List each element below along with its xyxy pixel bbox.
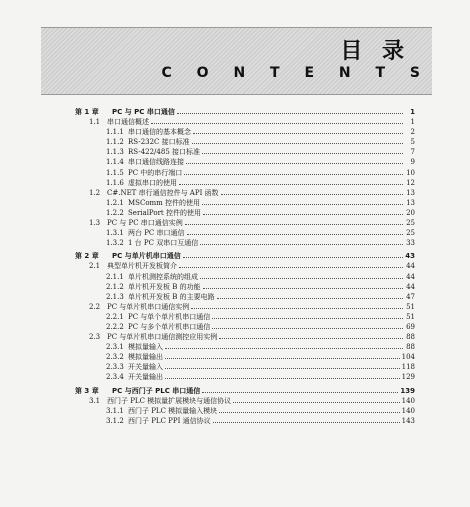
- toc-entry-number: 1.3: [89, 219, 101, 228]
- toc-entry-sub[interactable]: [75, 372, 415, 382]
- toc-entry-page: 44: [406, 262, 415, 271]
- toc-entry-page: 25: [406, 229, 415, 238]
- toc-entry-sub[interactable]: [75, 198, 415, 208]
- toc-entry-number: 2.1.3: [106, 292, 124, 301]
- toc-leader-dots: [200, 272, 403, 279]
- toc-leader-dots: [165, 362, 400, 369]
- toc-entry-section[interactable]: [75, 117, 415, 127]
- toc-leader-dots: [165, 352, 400, 359]
- toc-entry-number: 2.2.1: [106, 312, 124, 321]
- toc-entry-title: 单片机开发板 B 的功能: [128, 282, 201, 291]
- toc-entry-title: 两台 PC 串口通信: [128, 229, 185, 238]
- toc-entry-sub[interactable]: [75, 208, 415, 218]
- toc-entry-title: PC 与西门子 PLC 串口通信: [112, 386, 201, 395]
- toc-entry-number: 1.1.5: [106, 168, 124, 177]
- toc-leader-dots: [202, 198, 403, 205]
- toc-leader-dots: [177, 107, 403, 114]
- toc-entry-sub[interactable]: [75, 282, 415, 292]
- toc-entry-number: 1.1: [89, 118, 101, 127]
- toc-entry-page: 12: [406, 178, 415, 187]
- toc-entry-sub[interactable]: [75, 416, 415, 426]
- toc-entry-number: 3.1.1: [106, 406, 124, 415]
- toc-entry-title: 1 台 PC 双串口互通信: [128, 239, 199, 248]
- toc-leader-dots: [203, 208, 403, 215]
- toc-entry-title: RS-422/485 接口标准: [128, 148, 200, 157]
- toc-entry-number: 1.1.2: [106, 138, 124, 147]
- toc-leader-dots: [212, 312, 403, 319]
- toc-entry-page: 7: [410, 148, 415, 157]
- toc-entry-page: 88: [406, 333, 415, 342]
- toc-entry-title: 开关量输出: [128, 373, 163, 382]
- toc-entry-section[interactable]: [75, 396, 415, 406]
- toc-entry-title: PC 与 PC 串口通信实例: [107, 219, 183, 228]
- toc-entry-title: PC 与单个单片机串口通信: [128, 312, 211, 321]
- toc-entry-title: 西门子 PLC PPI 通信协议: [128, 416, 211, 425]
- toc-entry-page: 25: [406, 219, 415, 228]
- toc-leader-dots: [202, 386, 398, 393]
- toc-entry-number: 1.2.2: [106, 208, 124, 217]
- toc-leader-dots: [221, 188, 403, 195]
- toc-leader-dots: [213, 416, 400, 423]
- toc-entry-title: PC 与单片机串口通信实例: [107, 302, 190, 311]
- toc-entry-number: 1.1.1: [106, 128, 124, 137]
- toc-leader-dots: [191, 302, 403, 309]
- toc-entry-title: 虚拟串口的使用: [128, 178, 177, 187]
- toc-entry-page: 44: [406, 282, 415, 291]
- toc-entry-title: 开关量输入: [128, 363, 163, 372]
- toc-entry-sub[interactable]: [75, 178, 415, 188]
- toc-leader-dots: [219, 332, 403, 339]
- toc-entry-number: 3.1: [89, 396, 101, 405]
- toc-entry-number: 2.1.2: [106, 282, 124, 291]
- toc-entry-title: 单片机测控系统的组成: [128, 272, 198, 281]
- toc-entry-page: 1: [410, 118, 415, 127]
- toc-entry-title: 西门子 PLC 模拟量输入模块: [128, 406, 218, 415]
- toc-entry-number: 2.3.2: [106, 353, 124, 362]
- toc-leader-dots: [200, 238, 403, 245]
- toc-entry-number: 2.3: [89, 333, 101, 342]
- toc-entry-chapter[interactable]: [75, 251, 415, 261]
- toc-leader-dots: [212, 322, 403, 329]
- toc-entry-number: 1.1.6: [106, 178, 124, 187]
- toc-entry-title: RS-232C 接口标准: [128, 138, 190, 147]
- toc-entry-title: 模拟量输入: [128, 343, 163, 352]
- toc-entry-number: 1.1.4: [106, 158, 124, 167]
- toc-leader-dots: [165, 372, 400, 379]
- page-subtitle: C O N T E N T S: [161, 65, 430, 81]
- toc-entry-title: PC 与单片机串口通信: [112, 252, 181, 261]
- toc-entry-page: 47: [406, 292, 415, 301]
- table-of-contents: [75, 107, 415, 426]
- toc-entry-page: 118: [401, 363, 415, 372]
- toc-entry-sub[interactable]: [75, 322, 415, 332]
- toc-entry-page: 129: [401, 373, 415, 382]
- toc-entry-page: 104: [401, 353, 415, 362]
- toc-entry-page: 2: [410, 128, 415, 137]
- toc-entry-page: 140: [401, 396, 415, 405]
- toc-entry-page: 51: [406, 312, 415, 321]
- toc-leader-dots: [219, 406, 399, 413]
- toc-entry-number: 2.2: [89, 302, 101, 311]
- toc-entry-title: 模拟量输出: [128, 353, 163, 362]
- toc-entry-number: 3.1.2: [106, 416, 124, 425]
- toc-leader-dots: [192, 137, 403, 144]
- toc-entry-number: 2.3.1: [106, 343, 124, 352]
- toc-entry-title: 典型单片机开发板简介: [107, 262, 177, 271]
- toc-entry-number: 1.3.2: [106, 239, 124, 248]
- toc-entry-sub[interactable]: [75, 147, 415, 157]
- toc-entry-page: 9: [410, 158, 415, 167]
- toc-entry-title: PC 与 PC 串口通信: [112, 108, 175, 116]
- toc-entry-number: 第 3 章: [75, 386, 99, 395]
- toc-entry-section[interactable]: [75, 188, 415, 198]
- toc-entry-sub[interactable]: [75, 292, 415, 302]
- toc-entry-number: 1.2: [89, 188, 101, 197]
- toc-entry-sub[interactable]: [75, 228, 415, 238]
- toc-entry-page: 44: [406, 272, 415, 281]
- toc-entry-title: 串口通信线路连接: [128, 158, 184, 167]
- toc-entry-title: 串口通信概述: [107, 118, 149, 127]
- toc-leader-dots: [202, 147, 403, 154]
- toc-leader-dots: [193, 127, 403, 134]
- toc-leader-dots: [183, 251, 403, 258]
- toc-entry-title: 串口通信的基本概念: [128, 128, 191, 137]
- toc-entry-title: PC 中的串行端口: [128, 168, 183, 177]
- toc-entry-title: 单片机开发板 B 的主要电路: [128, 292, 215, 301]
- toc-leader-dots: [184, 168, 403, 175]
- toc-entry-number: 第 1 章: [75, 108, 99, 116]
- toc-entry-page: 88: [406, 343, 415, 352]
- toc-entry-number: 2.2.2: [106, 322, 124, 331]
- toc-leader-dots: [233, 396, 399, 403]
- toc-entry-number: 1.3.1: [106, 229, 124, 238]
- toc-leader-dots: [203, 282, 403, 289]
- toc-entry-number: 1.1.3: [106, 148, 124, 157]
- toc-entry-page: 1: [410, 108, 415, 116]
- toc-leader-dots: [165, 342, 403, 349]
- toc-entry-page: 143: [401, 416, 415, 425]
- toc-entry-sub[interactable]: [75, 127, 415, 137]
- toc-entry-page: 20: [406, 208, 415, 217]
- toc-entry-number: 2.1: [89, 262, 101, 271]
- toc-entry-page: 13: [406, 198, 415, 207]
- toc-leader-dots: [179, 261, 403, 268]
- toc-leader-dots: [187, 228, 403, 235]
- toc-entry-title: C#.NET 串行通信控件与 API 函数: [107, 188, 219, 197]
- toc-entry-page: 10: [406, 168, 415, 177]
- toc-entry-sub[interactable]: [75, 272, 415, 282]
- toc-entry-sub[interactable]: [75, 238, 415, 248]
- toc-entry-chapter[interactable]: [75, 107, 415, 117]
- toc-entry-sub[interactable]: [75, 312, 415, 322]
- toc-leader-dots: [186, 157, 403, 164]
- toc-entry-page: 69: [406, 322, 415, 331]
- toc-entry-sub[interactable]: [75, 168, 415, 178]
- toc-entry-title: MSComm 控件的使用: [128, 198, 201, 207]
- toc-entry-title: 西门子 PLC 模拟量扩展模块与通信协议: [107, 396, 232, 405]
- toc-entry-number: 1.2.1: [106, 198, 124, 207]
- toc-entry-number: 2.1.1: [106, 272, 124, 281]
- toc-entry-section[interactable]: [75, 302, 415, 312]
- toc-leader-dots: [217, 292, 403, 299]
- toc-entry-section[interactable]: [75, 332, 415, 342]
- toc-entry-sub[interactable]: [75, 362, 415, 372]
- toc-entry-number: 2.3.3: [106, 363, 124, 372]
- toc-entry-sub[interactable]: [75, 352, 415, 362]
- toc-entry-page: 33: [406, 239, 415, 248]
- toc-entry-page: 43: [405, 252, 415, 261]
- toc-entry-chapter[interactable]: [75, 386, 415, 396]
- toc-entry-section[interactable]: [75, 261, 415, 271]
- toc-entry-title: PC 与单片机串口通信测控应用实例: [107, 333, 218, 342]
- toc-entry-section[interactable]: [75, 218, 415, 228]
- toc-entry-page: 51: [406, 302, 415, 311]
- toc-entry-sub[interactable]: [75, 137, 415, 147]
- toc-entry-page: 140: [401, 406, 415, 415]
- toc-entry-page: 139: [400, 386, 415, 395]
- toc-entry-page: 13: [406, 188, 415, 197]
- toc-entry-number: 2.3.4: [106, 373, 124, 382]
- toc-leader-dots: [179, 178, 403, 185]
- toc-leader-dots: [151, 117, 403, 124]
- toc-entry-sub[interactable]: [75, 157, 415, 167]
- toc-entry-sub[interactable]: [75, 342, 415, 352]
- toc-leader-dots: [185, 218, 403, 225]
- toc-entry-title: SerialPort 控件的使用: [128, 208, 201, 217]
- page-title: 目 录: [340, 39, 410, 64]
- toc-entry-sub[interactable]: [75, 406, 415, 416]
- toc-entry-title: PC 与多个单片机串口通信: [128, 322, 211, 331]
- toc-entry-page: 5: [410, 138, 415, 147]
- toc-entry-number: 第 2 章: [75, 252, 99, 261]
